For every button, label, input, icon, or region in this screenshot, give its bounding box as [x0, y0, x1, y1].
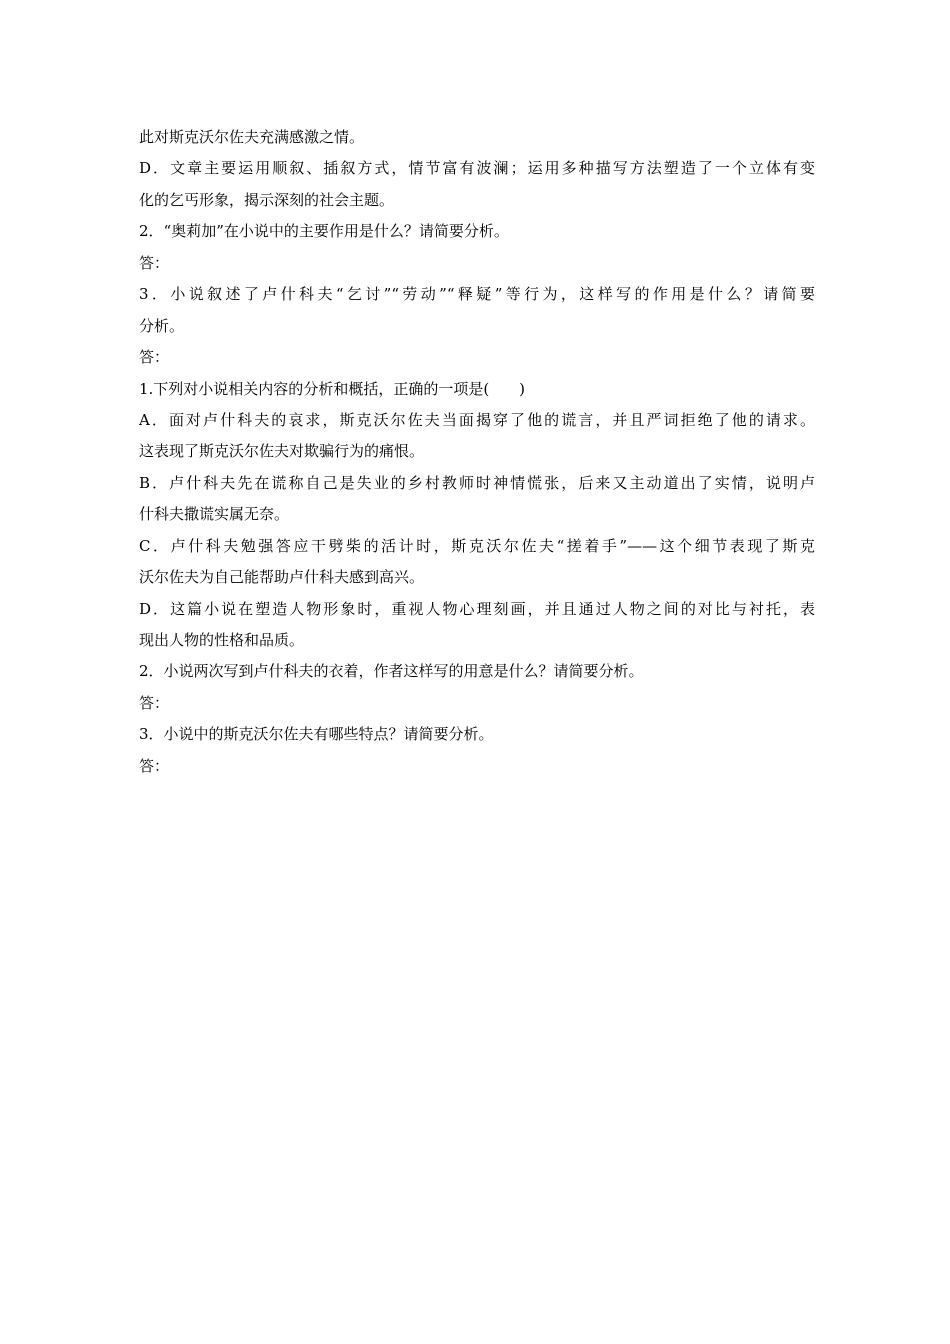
text-line: 什科夫撒谎实属无奈。	[139, 505, 290, 524]
answer-label: 答：	[139, 253, 170, 272]
option-c-line: C．卢什科夫勉强答应干劈柴的活计时，斯克沃尔佐夫“搓着手”——这个细节表现了斯克	[139, 536, 815, 555]
option-b-line: B．卢什科夫先在谎称自己是失业的乡村教师时神情慌张，后来又主动道出了实情，说明卢	[139, 473, 815, 492]
answer-label: 答：	[139, 348, 170, 367]
document-body	[139, 122, 815, 782]
question-3-line: 3．小说叙述了卢什科夫“乞讨”“劳动”“释疑”等行为，这样写的作用是什么？请简要	[139, 285, 815, 304]
answer-label: 答：	[139, 693, 170, 712]
option-a-line: A．面对卢什科夫的哀求，斯克沃尔佐夫当面揭穿了他的谎言，并且严词拒绝了他的请求。	[139, 410, 815, 429]
question-3-line: 3．小说中的斯克沃尔佐夫有哪些特点？请简要分析。	[139, 725, 494, 744]
text-line: 这表现了斯克沃尔佐夫对欺骗行为的痛恨。	[139, 442, 425, 461]
answer-label: 答：	[139, 756, 170, 775]
option-d-line: D．这篇小说在塑造人物形象时，重视人物心理刻画，并且通过人物之间的对比与衬托，表	[139, 599, 815, 618]
question-1-line: 1.下列对小说相关内容的分析和概括，正确的一项是( )	[139, 379, 526, 398]
text-line: 沃尔佐夫为自己能帮助卢什科夫感到高兴。	[139, 568, 425, 587]
text-line: 分析。	[139, 316, 185, 335]
text-line: 化的乞丐形象，揭示深刻的社会主题。	[139, 190, 395, 209]
question-2-line: 2．小说两次写到卢什科夫的衣着，作者这样写的用意是什么？请简要分析。	[139, 662, 644, 681]
text-line: 现出人物的性格和品质。	[139, 631, 305, 649]
text-line: 此对斯克沃尔佐夫充满感激之情。	[139, 128, 365, 146]
question-2-line: 2．“奥莉加”在小说中的主要作用是什么？请简要分析。	[139, 222, 509, 241]
option-d-line: D．文章主要运用顺叙、插叙方式，情节富有波澜；运用多种描写方法塑造了一个立体有变	[139, 159, 815, 178]
